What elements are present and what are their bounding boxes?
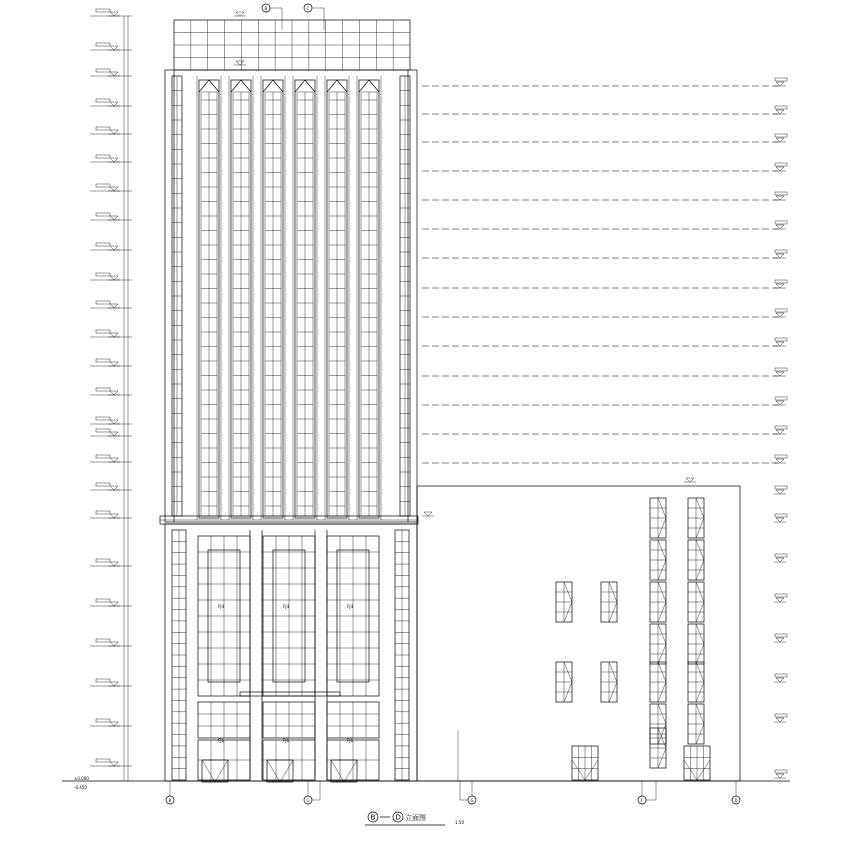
bay-arch bbox=[295, 80, 315, 92]
level-value-box-right bbox=[775, 78, 787, 81]
level-marker-left bbox=[108, 304, 120, 308]
level-value-box bbox=[96, 184, 110, 187]
podium-feature-panel bbox=[198, 536, 250, 696]
annex-window bbox=[688, 662, 704, 702]
podium-right-glazing bbox=[395, 530, 409, 780]
level-marker-left bbox=[108, 130, 120, 134]
level-value-box-right bbox=[775, 514, 787, 517]
level-marker-left bbox=[108, 276, 120, 280]
shopfront bbox=[198, 702, 250, 782]
panel-grid bbox=[198, 536, 250, 696]
level-marker-left bbox=[108, 362, 120, 366]
title-text: 立面图 bbox=[405, 814, 426, 822]
level-value-box-right bbox=[775, 309, 787, 312]
level-marker-right bbox=[774, 490, 786, 494]
level-value-box-right bbox=[775, 397, 787, 400]
roof-crown-grid bbox=[174, 20, 410, 70]
level-value-box bbox=[96, 330, 110, 333]
axis-label-top: C bbox=[306, 6, 310, 11]
axis-from-label: B bbox=[370, 813, 376, 822]
level-value-box-right bbox=[775, 634, 787, 637]
level-marker-left bbox=[108, 486, 120, 490]
panel-annotation: FJ4 bbox=[218, 604, 225, 609]
level-marker-right bbox=[774, 774, 786, 778]
level-value-box-right bbox=[775, 338, 787, 341]
level-value-box-right bbox=[775, 192, 787, 195]
level-value-box bbox=[96, 155, 110, 158]
annex-roof-marker bbox=[684, 478, 696, 482]
tower-window-bay bbox=[327, 80, 347, 518]
level-value-box-right bbox=[775, 594, 787, 597]
annex-block bbox=[417, 478, 740, 781]
annex-window bbox=[650, 582, 666, 622]
ground-level-label: ±0.000 bbox=[74, 776, 89, 781]
shopfront-upper-grid bbox=[198, 702, 250, 738]
tower-window-bay bbox=[231, 80, 251, 518]
bay-arch bbox=[327, 80, 347, 92]
panel-grid bbox=[327, 536, 379, 696]
level-value-box-right bbox=[775, 134, 787, 137]
level-marker-left bbox=[108, 12, 120, 16]
level-marker-left bbox=[108, 514, 120, 518]
level-marker-left bbox=[108, 642, 120, 646]
level-value-box-right bbox=[775, 554, 787, 557]
level-marker-left bbox=[108, 158, 120, 162]
panel-grid bbox=[263, 536, 315, 696]
level-value-box-right bbox=[775, 674, 787, 677]
level-value-box-right bbox=[775, 426, 787, 429]
level-marker-left bbox=[108, 333, 120, 337]
crown-level-marker bbox=[234, 61, 246, 65]
podium-left-glazing bbox=[172, 530, 186, 780]
annex-window-lower bbox=[688, 540, 704, 580]
level-marker-right bbox=[774, 518, 786, 522]
level-value-box bbox=[96, 43, 110, 46]
shopfront bbox=[327, 702, 379, 782]
level-marker-right bbox=[774, 196, 786, 200]
level-marker-left bbox=[108, 602, 120, 606]
podium-feature-panel bbox=[327, 536, 379, 696]
shopfront-annotation: FJ6 bbox=[347, 738, 354, 743]
level-value-box-right bbox=[775, 221, 787, 224]
annex-entrance bbox=[684, 746, 710, 780]
axis-label-bottom: G bbox=[306, 798, 310, 803]
level-value-box-right bbox=[775, 106, 787, 109]
level-marker-left bbox=[108, 458, 120, 462]
panel-annotation: FJ4 bbox=[283, 604, 290, 609]
level-marker-right bbox=[774, 598, 786, 602]
bay-arch bbox=[199, 80, 219, 92]
level-value-box bbox=[96, 455, 110, 458]
panel-annotation: FJ4 bbox=[347, 604, 354, 609]
level-value-box bbox=[96, 301, 110, 304]
annex-window bbox=[556, 582, 572, 622]
annex-window bbox=[556, 662, 572, 702]
level-marker-left bbox=[108, 762, 120, 766]
level-value-box bbox=[96, 9, 110, 12]
level-marker-left bbox=[108, 46, 120, 50]
level-value-box bbox=[96, 243, 110, 246]
level-value-box bbox=[96, 599, 110, 602]
level-marker-right bbox=[774, 254, 786, 258]
shopfront bbox=[263, 702, 315, 782]
annex-window-lower bbox=[650, 624, 666, 664]
level-marker-left bbox=[108, 420, 120, 424]
level-value-box bbox=[96, 639, 110, 642]
right-side-glazing bbox=[400, 76, 410, 516]
drawing-labels bbox=[166, 4, 740, 804]
annex-window bbox=[688, 498, 704, 538]
level-marker-left bbox=[108, 72, 120, 76]
annex-window-lower bbox=[650, 540, 666, 580]
level-marker-right bbox=[774, 401, 786, 405]
level-value-box bbox=[96, 99, 110, 102]
level-value-box bbox=[96, 359, 110, 362]
level-value-box-right bbox=[775, 770, 787, 773]
level-value-box-right bbox=[775, 455, 787, 458]
level-value-box bbox=[96, 511, 110, 514]
level-value-box-right bbox=[775, 486, 787, 489]
tower-block bbox=[160, 12, 434, 782]
level-value-box bbox=[96, 719, 110, 722]
level-value-box-right bbox=[775, 163, 787, 166]
level-marker-right bbox=[774, 678, 786, 682]
annex-window bbox=[650, 662, 666, 702]
annex-outline bbox=[417, 486, 740, 781]
level-marker-right bbox=[774, 459, 786, 463]
level-marker-right bbox=[774, 138, 786, 142]
left-side-glazing bbox=[172, 76, 182, 516]
axis-to-label: D bbox=[395, 813, 401, 822]
level-marker-left bbox=[108, 187, 120, 191]
level-value-box bbox=[96, 559, 110, 562]
level-marker-left bbox=[108, 102, 120, 106]
podium-feature-panel bbox=[263, 536, 315, 696]
level-marker-right bbox=[774, 342, 786, 346]
bay-arch bbox=[231, 80, 251, 92]
annex-window-lower bbox=[688, 624, 704, 664]
level-marker-left bbox=[108, 722, 120, 726]
level-value-box bbox=[96, 483, 110, 486]
annex-window bbox=[601, 662, 617, 702]
axis-label-bottom: D bbox=[734, 798, 738, 803]
axis-label-bottom: F bbox=[640, 798, 643, 803]
annex-window bbox=[688, 582, 704, 622]
level-value-box bbox=[96, 429, 110, 432]
dimension-guides bbox=[90, 9, 787, 781]
annex-window-lower bbox=[688, 704, 704, 744]
annex-window bbox=[601, 582, 617, 622]
level-value-box bbox=[96, 213, 110, 216]
level-marker-left bbox=[108, 562, 120, 566]
level-marker-left bbox=[108, 246, 120, 250]
level-marker-left bbox=[108, 682, 120, 686]
shopfront-annotation: FJ6 bbox=[218, 738, 225, 743]
level-value-box bbox=[96, 388, 110, 391]
level-marker-left bbox=[108, 391, 120, 395]
axis-label-top: B bbox=[264, 6, 268, 11]
annex-window bbox=[650, 498, 666, 538]
level-marker-right bbox=[774, 82, 786, 86]
level-value-box-right bbox=[775, 368, 787, 371]
level-marker-right bbox=[774, 225, 786, 229]
drawing-title bbox=[365, 812, 464, 825]
level-marker-right bbox=[774, 110, 786, 114]
shopfront-upper-grid bbox=[327, 702, 379, 738]
axis-label-bottom: B bbox=[168, 798, 172, 803]
level-value-box-right bbox=[775, 250, 787, 253]
shopfront-upper-grid bbox=[263, 702, 315, 738]
annex-entrance bbox=[572, 746, 598, 780]
axis-label-bottom: G bbox=[470, 798, 474, 803]
canopy bbox=[240, 692, 340, 696]
shopfront-annotation: FJ6 bbox=[283, 738, 290, 743]
level-marker-left bbox=[108, 432, 120, 436]
level-value-box bbox=[96, 127, 110, 130]
level-marker-right bbox=[774, 284, 786, 288]
level-marker-right bbox=[774, 638, 786, 642]
bay-arch bbox=[359, 80, 379, 92]
title-scale: 1:50 bbox=[455, 820, 464, 825]
level-value-box-right bbox=[775, 714, 787, 717]
level-marker-right bbox=[774, 718, 786, 722]
tower-window-bay bbox=[199, 80, 219, 518]
level-marker-left bbox=[108, 216, 120, 220]
level-marker-right bbox=[774, 372, 786, 376]
tower-window-bay bbox=[263, 80, 283, 518]
bay-arch bbox=[263, 80, 283, 92]
level-value-box bbox=[96, 273, 110, 276]
level-marker-right bbox=[774, 430, 786, 434]
level-value-box-right bbox=[775, 280, 787, 283]
level-marker-right bbox=[774, 558, 786, 562]
ground-level-label-lower: -0.450 bbox=[74, 785, 87, 790]
level-value-box bbox=[96, 759, 110, 762]
level-value-box bbox=[96, 69, 110, 72]
cornice-level-marker bbox=[422, 512, 434, 516]
tower-window-bay bbox=[295, 80, 315, 518]
level-value-box bbox=[96, 679, 110, 682]
level-marker-right bbox=[774, 167, 786, 171]
tower-window-bay bbox=[359, 80, 379, 518]
roof-level-marker bbox=[234, 12, 246, 16]
level-value-box bbox=[96, 417, 110, 420]
level-marker-right bbox=[774, 313, 786, 317]
